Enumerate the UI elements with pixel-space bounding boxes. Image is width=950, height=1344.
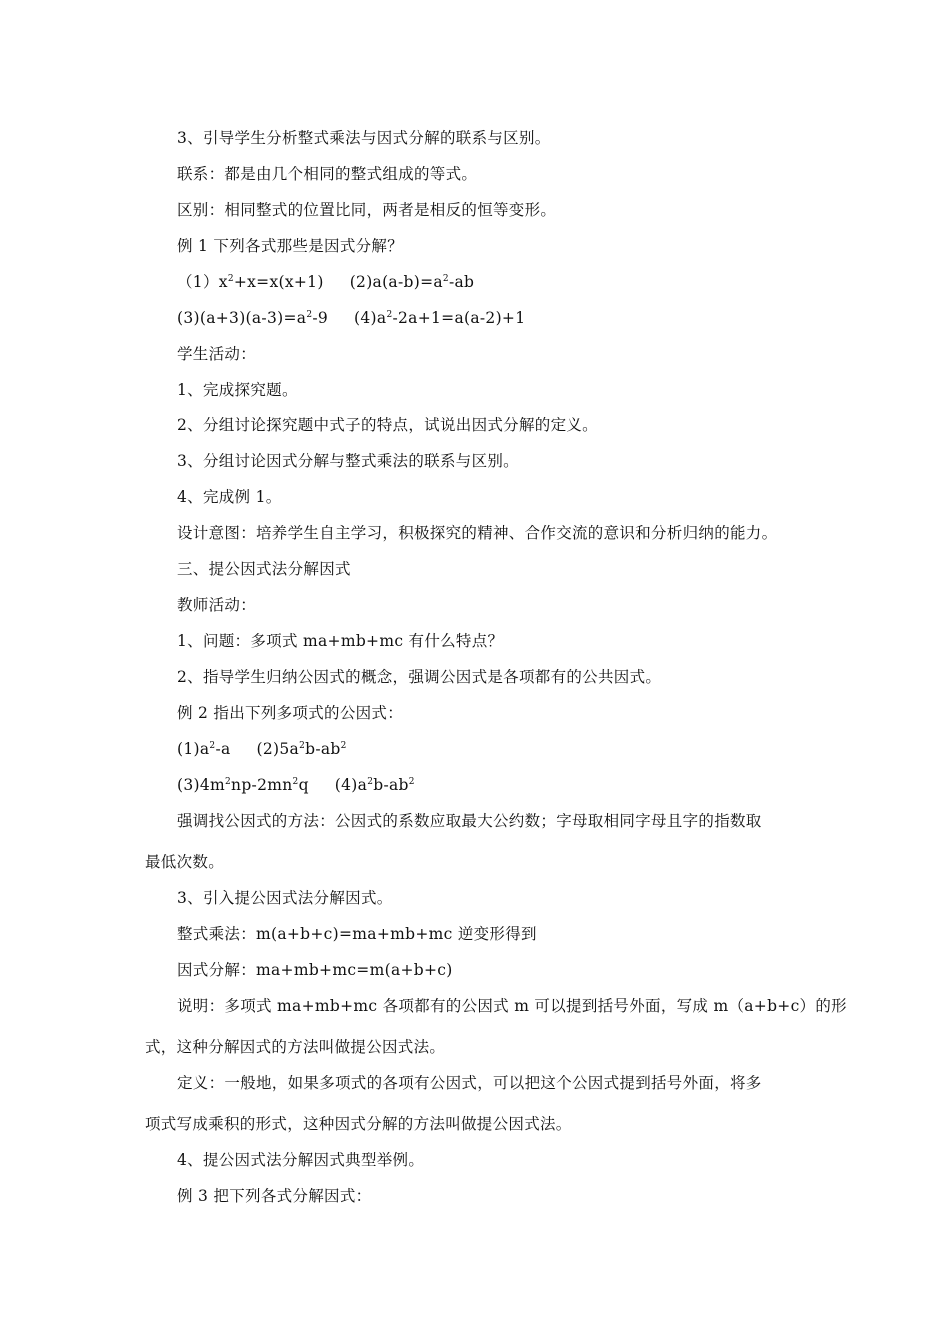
example-1-row-2	[177, 308, 525, 328]
formula-text: -2a+1=a(a-2)+1	[392, 309, 526, 327]
formula-text: -a	[215, 740, 231, 758]
text-line: 4、完成例 1。	[177, 488, 282, 506]
formula-text: (4)a	[334, 776, 368, 794]
formula-text: (4)a	[354, 309, 387, 327]
text-line: 区别：相同整式的位置比同，两者是相反的恒等变形。	[177, 201, 557, 219]
text-line: 教师活动：	[177, 596, 257, 614]
text-line: 2、分组讨论探究题中式子的特点，试说出因式分解的定义。	[177, 416, 598, 434]
text-line: 整式乘法：m(a+b+c)=ma+mb+mc 逆变形得到	[177, 925, 537, 943]
text-line: 3、引导学生分析整式乘法与因式分解的联系与区别。	[177, 129, 551, 147]
exponent: 2	[227, 274, 234, 284]
formula-text: (3)4m	[177, 776, 226, 794]
formula-text: (1)a	[177, 740, 210, 758]
text-line: 联系：都是由几个相同的整式组成的等式。	[177, 165, 478, 183]
example-2-row-2	[177, 775, 415, 795]
formula-text: +x=x(x+1)	[233, 273, 324, 291]
text-line: 例 3 把下列各式分解因式：	[177, 1187, 372, 1205]
text-line: 学生活动：	[177, 345, 257, 363]
example-1-row-1	[177, 272, 474, 292]
example-2-row-1	[177, 739, 347, 759]
text-line: 2、指导学生归纳公因式的概念，强调公因式是各项都有的公共因式。	[177, 668, 662, 686]
exponent: 2	[340, 741, 347, 751]
section-heading: 三、提公因式法分解因式	[177, 560, 351, 578]
formula-text: (2)a(a-b)=a	[349, 273, 443, 291]
text-line: 因式分解：ma+mb+mc=m(a+b+c)	[177, 961, 453, 979]
formula-text: x	[218, 273, 228, 291]
exponent: 2	[209, 741, 216, 751]
text-line: 1、问题：多项式 ma+mb+mc 有什么特点？	[177, 632, 504, 650]
formula-text: b-ab	[373, 776, 409, 794]
text-line: 4、提公因式法分解因式典型举例。	[177, 1151, 425, 1169]
text-line: 强调找公因式的方法：公因式的系数应取最大公约数；字母取相同字母且字的指数取	[177, 812, 762, 830]
exponent: 2	[292, 777, 299, 787]
text-line: 说明：多项式 ma+mb+mc 各项都有的公因式 m 可以提到括号外面，写成 m（a+b+c）的形	[177, 997, 847, 1015]
text-line: 3、分组讨论因式分解与整式乘法的联系与区别。	[177, 452, 519, 470]
text-line: 式，这种分解因式的方法叫做提公因式法。	[145, 1038, 446, 1056]
exponent: 2	[386, 310, 393, 320]
exponent: 2	[299, 741, 306, 751]
text-line: 例 1 下列各式那些是因式分解？	[177, 237, 404, 255]
text-line: 3、引入提公因式法分解因式。	[177, 889, 393, 907]
text-line: 设计意图：培养学生自主学习，积极探究的精神、合作交流的意识和分析归纳的能力。	[177, 524, 778, 542]
formula-text: -9	[312, 309, 329, 327]
text-line: 最低次数。	[145, 853, 225, 871]
formula-text: np-2mn	[231, 776, 293, 794]
formula-text: q	[298, 776, 309, 794]
formula-text: b-ab	[305, 740, 341, 758]
exponent: 2	[408, 777, 415, 787]
exponent: 2	[225, 777, 232, 787]
formula-text: -ab	[448, 273, 475, 291]
exponent: 2	[306, 310, 313, 320]
formula-text: （1）	[177, 273, 219, 291]
text-line: 1、完成探究题。	[177, 381, 298, 399]
exponent: 2	[442, 274, 449, 284]
exponent: 2	[367, 777, 374, 787]
text-line: 项式写成乘积的形式，这种因式分解的方法叫做提公因式法。	[145, 1115, 572, 1133]
formula-text: (3)(a+3)(a-3)=a	[177, 309, 307, 327]
formula-text: (2)5a	[256, 740, 300, 758]
text-line: 定义：一般地，如果多项式的各项有公因式，可以把这个公因式提到括号外面，将多	[177, 1074, 762, 1092]
text-line: 例 2 指出下列多项式的公因式：	[177, 704, 404, 722]
